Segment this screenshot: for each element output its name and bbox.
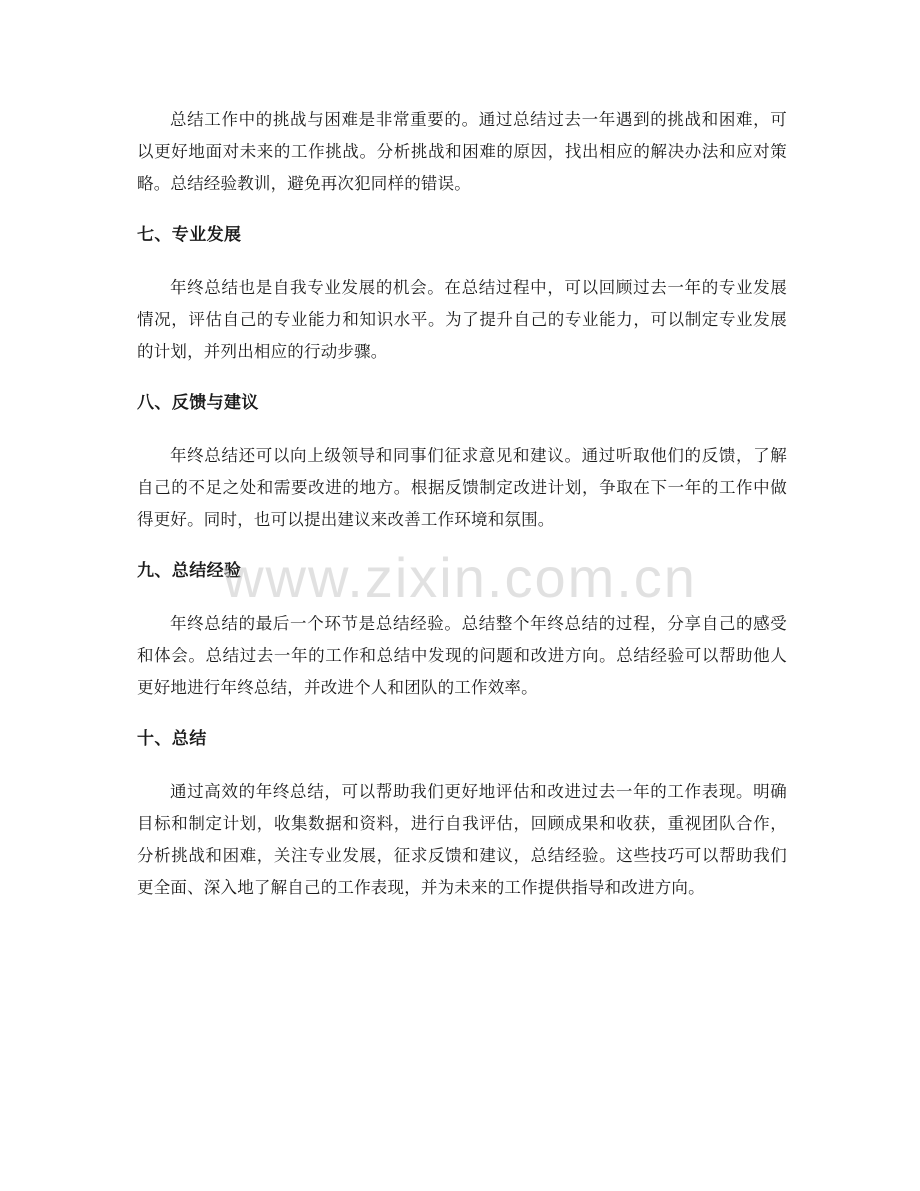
- heading-feedback: 八、反馈与建议: [137, 393, 259, 413]
- paragraph-professional-development: 年终总结也是自我专业发展的机会。在总结过程中，可以回顾过去一年的专业发展情况，评估自己的专业能力和知识水平。为了提升自己的专业能力，可以制定专业发展的计划，并列出相应的行动步骤。: [137, 278, 787, 361]
- paragraph-experience: 年终总结的最后一个环节是总结经验。总结整个年终总结的过程，分享自己的感受和体会。总结过去一年的工作和总结中发现的问题和改进方向。总结经验可以帮助他人更好地进行年终总结，并改进个人和团队的工作效率。: [137, 614, 787, 697]
- heading-professional-development: 七、专业发展: [137, 225, 242, 245]
- watermark-text: www.zixin.com.cn: [223, 546, 697, 609]
- paragraph-feedback: 年终总结还可以向上级领导和同事们征求意见和建议。通过听取他们的反馈，了解自己的不足之处和需要改进的地方。根据反馈制定改进计划，争取在下一年的工作中做得更好。同时，也可以提出建议来改善工作环境和氛围。: [137, 446, 787, 529]
- document-body: [137, 104, 787, 904]
- paragraph-summary: 通过高效的年终总结，可以帮助我们更好地评估和改进过去一年的工作表现。明确目标和制定计划，收集数据和资料，进行自我评估，回顾成果和收获，重视团队合作，分析挑战和困难，关注专业发展，征求反馈和建议，总结经验。这些技巧可以帮助我们更全面、深入地了解自己的工作表现，并为未来的工作提供指导和改进方向。: [137, 782, 787, 897]
- heading-summary: 十、总结: [137, 729, 207, 749]
- heading-experience: 九、总结经验: [137, 561, 242, 581]
- paragraph-challenges: 总结工作中的挑战与困难是非常重要的。通过总结过去一年遇到的挑战和困难，可以更好地面对未来的工作挑战。分析挑战和困难的原因，找出相应的解决办法和应对策略。总结经验教训，避免再次犯同样的错误。: [137, 110, 787, 193]
